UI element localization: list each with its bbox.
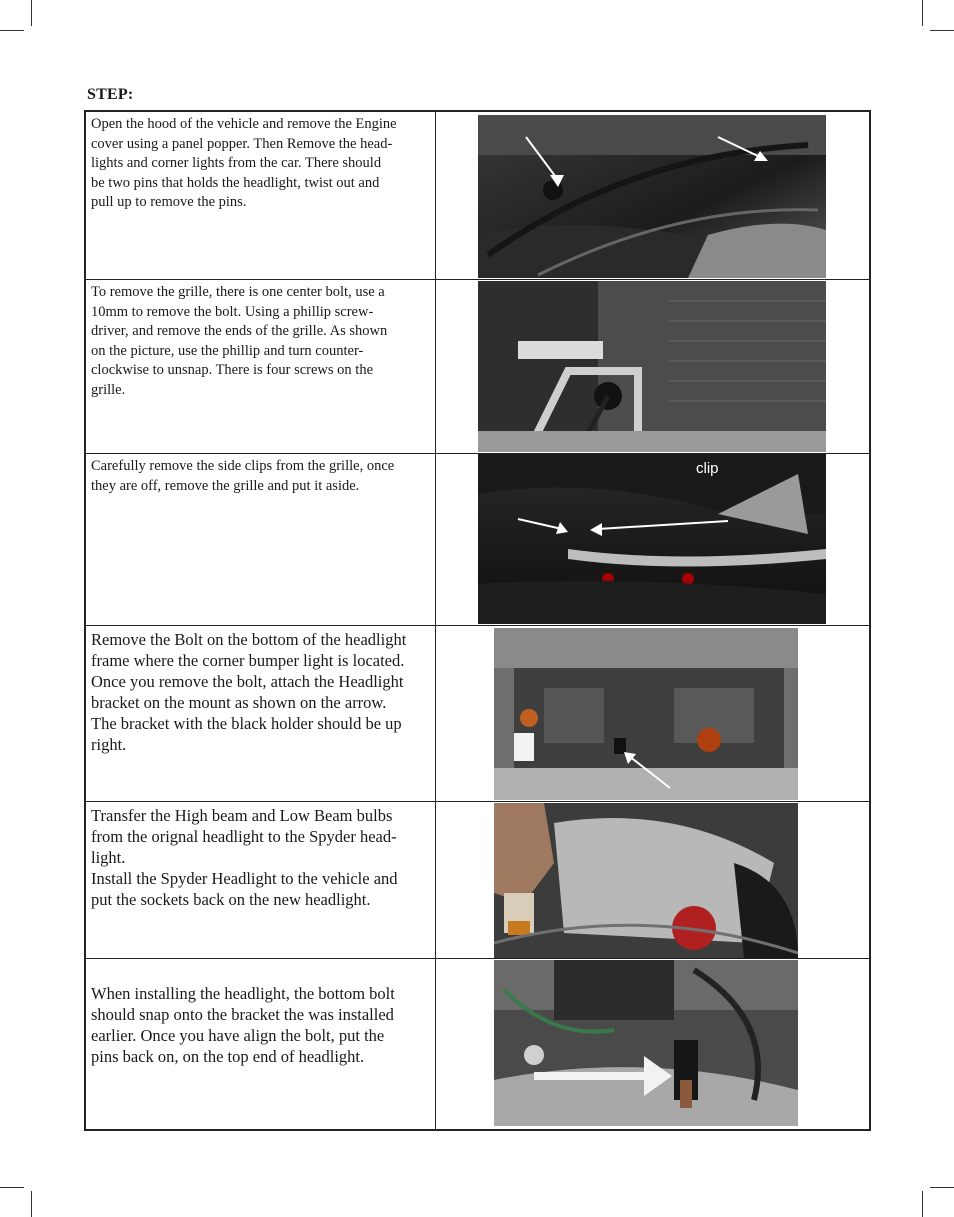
instruction-line: grille. [91,381,126,398]
step-instructions [86,112,436,279]
step-row [86,112,869,280]
instruction-line: pins back on, on the top end of headlight. [91,1047,365,1066]
bulb-transfer-photo [494,803,798,958]
grille-removal-photo [478,281,826,452]
instruction-line: 10mm to remove the bolt. Using a phillip screw- [91,303,374,320]
instruction-line: Once you remove the bolt, attach the Headlight [91,672,404,691]
instruction-line: should snap onto the bracket the was installed [91,1005,394,1024]
instruction-line: Carefully remove the side clips from the grille, once [91,458,395,474]
side-clip-photo [478,454,826,624]
instruction-line: be two pins that holds the headlight, twist out and [91,174,380,191]
step-instructions [86,280,436,453]
crop-mark [31,0,32,26]
steps-table [84,110,871,1131]
step-row [86,280,869,454]
step-row [86,454,869,626]
clip-label: clip [696,460,719,477]
headlight-install-photo [494,960,798,1126]
instruction-line: Open the hood of the vehicle and remove the Engine [91,116,397,132]
crop-mark [930,30,954,31]
step-photo-cell [436,280,869,453]
instruction-line: Install the Spyder Headlight to the vehicle and [91,869,398,888]
step-instructions [86,626,436,801]
crop-mark [922,1191,923,1217]
step-heading: STEP: [87,86,134,103]
instruction-line: right. [91,735,127,754]
step-row [86,802,869,959]
crop-mark [922,0,923,26]
crop-mark [31,1191,32,1217]
instruction-line: clockwise to unsnap. There is four screws on the [91,362,374,379]
instruction-line: from the orignal headlight to the Spyder head- [91,827,397,846]
step-photo-cell [436,626,869,801]
instruction-line: driver, and remove the ends of the grille. As shown [91,323,388,340]
step-instructions [86,454,436,625]
instruction-line: Transfer the High beam and Low Beam bulbs [91,806,393,825]
step-photo-cell [436,454,869,625]
step-photo-cell [436,802,869,958]
instruction-line: put the sockets back on the new headlight. [91,890,371,909]
instruction-line: cover using a panel popper. Then Remove the head- [91,135,393,152]
instruction-line: Remove the Bolt on the bottom of the headlight [91,630,407,649]
instruction-line: light. [91,848,126,867]
headlight-bracket-photo [494,628,798,800]
instruction-line: they are off, remove the grille and put it aside. [91,477,360,494]
instruction-line: pull up to remove the pins. [91,194,247,211]
instruction-line: bracket on the mount as shown on the arrow. [91,693,387,712]
crop-mark [930,1187,954,1188]
instruction-line: on the picture, use the phillip and turn counter- [91,342,364,359]
engine-bay-photo [478,115,826,278]
instruction-line: To remove the grille, there is one center bolt, use a [91,284,385,300]
instruction-line: The bracket with the black holder should be up [91,714,402,733]
step-instructions [86,802,436,958]
step-photo-cell [436,112,869,279]
crop-mark [0,30,24,31]
instruction-line: frame where the corner bumper light is located. [91,651,405,670]
step-instructions [86,959,436,1129]
instruction-line: When installing the headlight, the bottom bolt [91,984,395,1003]
step-row [86,626,869,802]
step-photo-cell [436,959,869,1129]
crop-mark [0,1187,24,1188]
instruction-line: earlier. Once you have align the bolt, put the [91,1026,385,1045]
instruction-line: lights and corner lights from the car. There should [91,155,382,172]
step-row [86,959,869,1129]
